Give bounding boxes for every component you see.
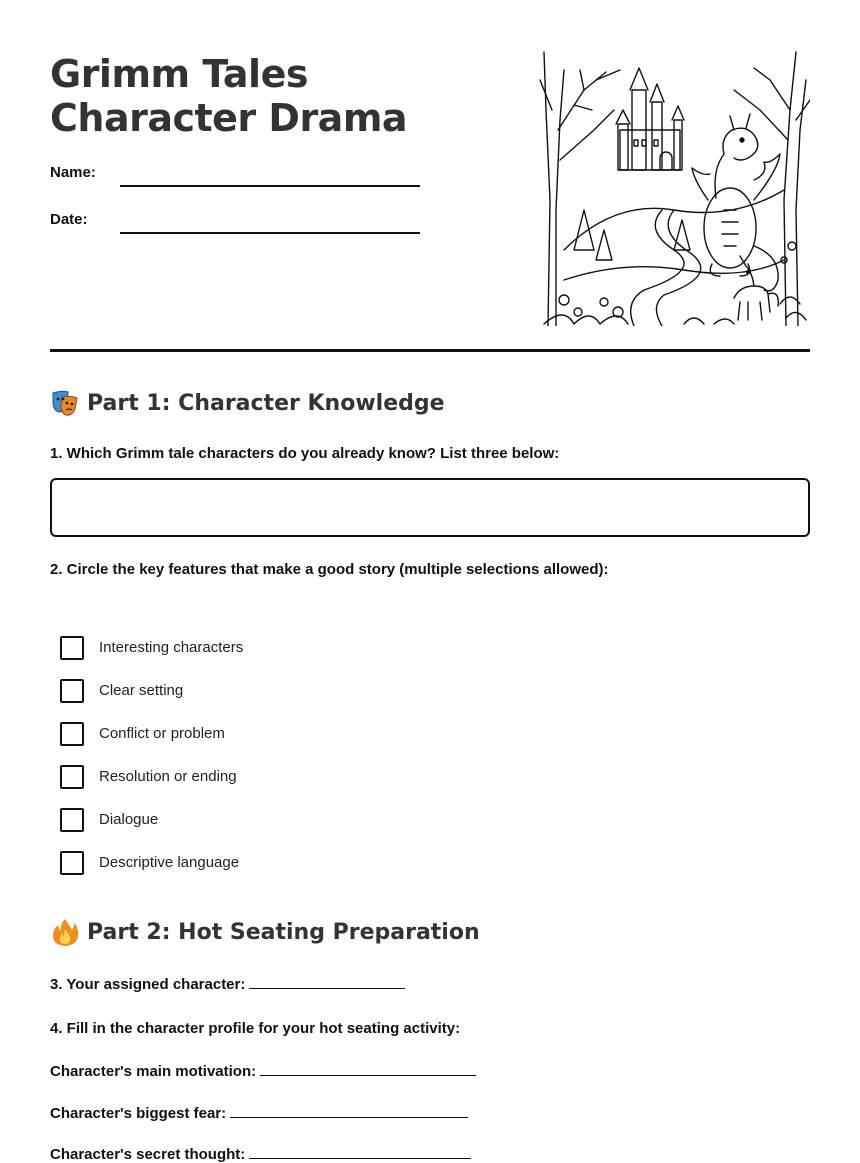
- theater-masks-icon: [50, 388, 80, 418]
- feature-checkbox[interactable]: [60, 851, 84, 875]
- question-1-answer-box[interactable]: [50, 478, 810, 537]
- question-3-row: [50, 974, 405, 993]
- feature-label: Descriptive language: [99, 854, 240, 871]
- motivation-row: [50, 1061, 476, 1080]
- feature-checkbox[interactable]: [60, 636, 84, 660]
- fear-row: [50, 1103, 468, 1122]
- motivation-field[interactable]: [260, 1061, 476, 1076]
- assigned-character-field[interactable]: [249, 974, 405, 989]
- feature-checkbox[interactable]: [60, 679, 84, 703]
- name-field-row: [50, 164, 430, 188]
- secret-field[interactable]: [249, 1144, 471, 1159]
- fear-label: Character's biggest fear:: [50, 1105, 227, 1122]
- question-1: 1. Which Grimm tale characters do you already know? List three below:: [50, 445, 560, 462]
- feature-label: Resolution or ending: [99, 768, 237, 785]
- castle-dragon-illustration: [534, 50, 810, 326]
- header-divider: [50, 349, 810, 352]
- name-field[interactable]: [120, 185, 420, 187]
- feature-item[interactable]: [60, 712, 243, 755]
- part1-title-text: Part 1: Character Knowledge: [87, 390, 445, 416]
- secret-row: [50, 1144, 471, 1163]
- question-2: 2. Circle the key features that make a good story (multiple selections allowed):: [50, 561, 609, 578]
- feature-label: Clear setting: [99, 682, 184, 699]
- feature-checkbox[interactable]: [60, 722, 84, 746]
- feature-item[interactable]: [60, 669, 243, 712]
- name-label: Name:: [50, 164, 96, 181]
- fire-icon: [50, 917, 80, 947]
- feature-item[interactable]: [60, 798, 243, 841]
- feature-label: Conflict or problem: [99, 725, 225, 742]
- page-title: Grimm Tales Character Drama: [50, 52, 408, 140]
- feature-checkbox[interactable]: [60, 808, 84, 832]
- question-3: 3. Your assigned character:: [50, 976, 246, 993]
- feature-item[interactable]: [60, 755, 243, 798]
- question-4: 4. Fill in the character profile for your hot seating activity:: [50, 1020, 461, 1037]
- motivation-label: Character's main motivation:: [50, 1063, 257, 1080]
- part1-title: [50, 388, 445, 418]
- date-label: Date:: [50, 211, 88, 228]
- feature-checkbox[interactable]: [60, 765, 84, 789]
- secret-label: Character's secret thought:: [50, 1146, 246, 1163]
- story-features-checklist: [60, 626, 243, 884]
- part2-title: [50, 917, 480, 947]
- date-field-row: [50, 211, 430, 235]
- part2-title-text: Part 2: Hot Seating Preparation: [87, 919, 480, 945]
- feature-label: Interesting characters: [99, 639, 244, 656]
- fear-field[interactable]: [230, 1103, 468, 1118]
- feature-label: Dialogue: [99, 811, 159, 828]
- date-field[interactable]: [120, 232, 420, 234]
- feature-item[interactable]: [60, 841, 243, 884]
- feature-item[interactable]: [60, 626, 243, 669]
